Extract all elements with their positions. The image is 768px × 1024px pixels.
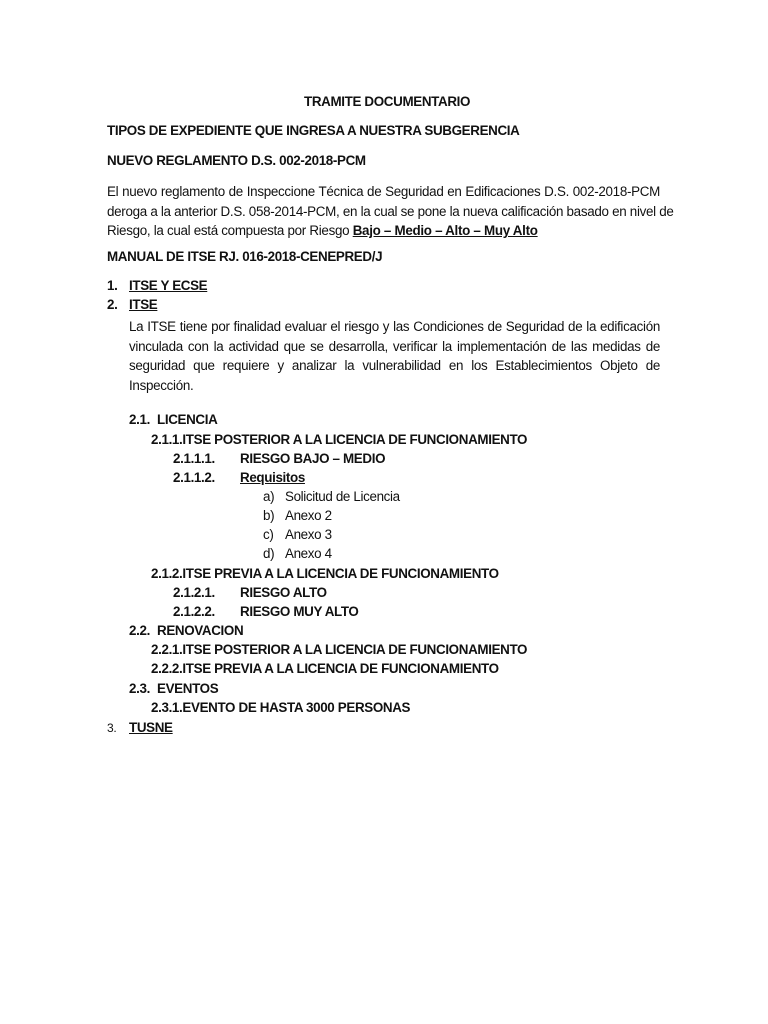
requirement-c-label: Anexo 3 bbox=[285, 527, 332, 542]
section-2-1-2-1-number: 2.1.2.1. bbox=[173, 585, 215, 600]
heading-tipos-expediente: TIPOS DE EXPEDIENTE QUE INGRESA A NUESTRA SUBGERENCIA bbox=[107, 123, 520, 138]
requirement-a-letter: a) bbox=[263, 489, 275, 504]
section-2-1-2-1 bbox=[173, 585, 327, 601]
requirement-c-letter: c) bbox=[263, 527, 274, 542]
section-2-1-2-2-number: 2.1.2.2. bbox=[173, 604, 215, 619]
section-2-3-number: 2.3. bbox=[129, 681, 150, 696]
section-2-1-number: 2.1. bbox=[129, 412, 150, 427]
requirement-b-letter: b) bbox=[263, 508, 275, 523]
section-2-2-number: 2.2. bbox=[129, 623, 150, 638]
section-2-1-1-2-number: 2.1.1.2. bbox=[173, 470, 215, 485]
requirement-b bbox=[263, 508, 332, 524]
section-2-1-1-number: 2.1.1. bbox=[151, 432, 183, 447]
requirement-d bbox=[263, 546, 332, 562]
list-item-2-number: 2. bbox=[107, 297, 118, 312]
section-2-1-2-number: 2.1.2. bbox=[151, 566, 183, 581]
section-2-2-1-number: 2.2.1. bbox=[151, 642, 183, 657]
list-item-3-number: 3. bbox=[107, 721, 117, 735]
itse-desc-line-3: seguridad que requiere y analizar la vulnerabilidad en los Establecimientos Objeto de bbox=[129, 358, 660, 374]
document-title: TRAMITE DOCUMENTARIO bbox=[304, 94, 471, 109]
list-item-1-label: ITSE Y ECSE bbox=[129, 278, 208, 293]
section-2-1-1-2 bbox=[173, 470, 305, 486]
section-2-1-1-1-number: 2.1.1.1. bbox=[173, 451, 215, 466]
section-2-1-1-1 bbox=[173, 451, 386, 467]
section-2-1-1 bbox=[151, 432, 527, 448]
list-item-1-number: 1. bbox=[107, 278, 118, 293]
section-2-1-2 bbox=[151, 566, 499, 582]
list-item-2 bbox=[107, 297, 158, 313]
section-2-1-2-1-label: RIESGO ALTO bbox=[240, 585, 327, 600]
section-2-2-2-number: 2.2.2. bbox=[151, 661, 183, 676]
section-2-3-1-label: EVENTO DE HASTA 3000 PERSONAS bbox=[182, 700, 411, 715]
intro-line-1: El nuevo reglamento de Inspeccione Técnica de Seguridad en Edificaciones D.S. 002-2018-PCM bbox=[107, 184, 660, 199]
section-2-2-2-label: ITSE PREVIA A LA LICENCIA DE FUNCIONAMIENTO bbox=[182, 661, 499, 676]
section-2-2-label: RENOVACION bbox=[157, 623, 244, 638]
section-2-1-label: LICENCIA bbox=[157, 412, 218, 427]
requirement-d-label: Anexo 4 bbox=[285, 546, 332, 561]
heading-manual-itse: MANUAL DE ITSE RJ. 016-2018-CENEPRED/J bbox=[107, 249, 383, 264]
section-2-2-1 bbox=[151, 642, 527, 658]
section-2-1 bbox=[129, 412, 218, 428]
list-item-3 bbox=[107, 720, 173, 736]
section-2-3-1 bbox=[151, 700, 410, 716]
itse-description bbox=[129, 317, 660, 395]
section-2-1-1-label: ITSE POSTERIOR A LA LICENCIA DE FUNCIONAMIENTO bbox=[182, 432, 528, 447]
requirement-c bbox=[263, 527, 332, 543]
section-2-1-1-2-label: Requisitos bbox=[240, 470, 305, 485]
section-2-3 bbox=[129, 681, 219, 697]
intro-paragraph bbox=[107, 182, 674, 241]
requirement-b-label: Anexo 2 bbox=[285, 508, 332, 523]
section-2-3-1-number: 2.3.1. bbox=[151, 700, 183, 715]
list-item-3-label: TUSNE bbox=[129, 720, 173, 735]
intro-line-2: deroga a la anterior D.S. 058-2014-PCM, en la cual se pone la nueva calificación basado en nivel de bbox=[107, 203, 674, 219]
intro-line-3-text: Riesgo, la cual está compuesta por Riesgo bbox=[107, 223, 353, 239]
requirement-a bbox=[263, 489, 400, 505]
list-item-1 bbox=[107, 278, 208, 294]
itse-desc-line-1: La ITSE tiene por finalidad evaluar el riesgo y las Condiciones de Seguridad de la edificación bbox=[129, 319, 660, 334]
section-2-1-2-label: ITSE PREVIA A LA LICENCIA DE FUNCIONAMIENTO bbox=[182, 566, 499, 581]
itse-desc-line-4: Inspección. bbox=[129, 377, 194, 393]
section-2-1-2-2-label: RIESGO MUY ALTO bbox=[240, 604, 359, 619]
section-2-2-1-label: ITSE POSTERIOR A LA LICENCIA DE FUNCIONAMIENTO bbox=[182, 642, 528, 657]
section-2-1-1-1-label: RIESGO BAJO – MEDIO bbox=[240, 451, 386, 466]
section-2-2-2 bbox=[151, 661, 499, 677]
section-2-2 bbox=[129, 623, 244, 639]
section-2-3-label: EVENTOS bbox=[157, 681, 219, 696]
itse-desc-line-2: vinculada con la actividad que se desarrolla, verificar la implementación de las medidas de bbox=[129, 338, 660, 354]
requirement-d-letter: d) bbox=[263, 546, 275, 561]
list-item-2-label: ITSE bbox=[129, 297, 158, 312]
risk-levels: Bajo – Medio – Alto – Muy Alto bbox=[352, 223, 538, 239]
heading-nuevo-reglamento: NUEVO REGLAMENTO D.S. 002-2018-PCM bbox=[107, 153, 366, 168]
requirement-a-label: Solicitud de Licencia bbox=[285, 489, 400, 504]
intro-line-3 bbox=[107, 221, 660, 241]
section-2-1-2-2 bbox=[173, 604, 359, 620]
